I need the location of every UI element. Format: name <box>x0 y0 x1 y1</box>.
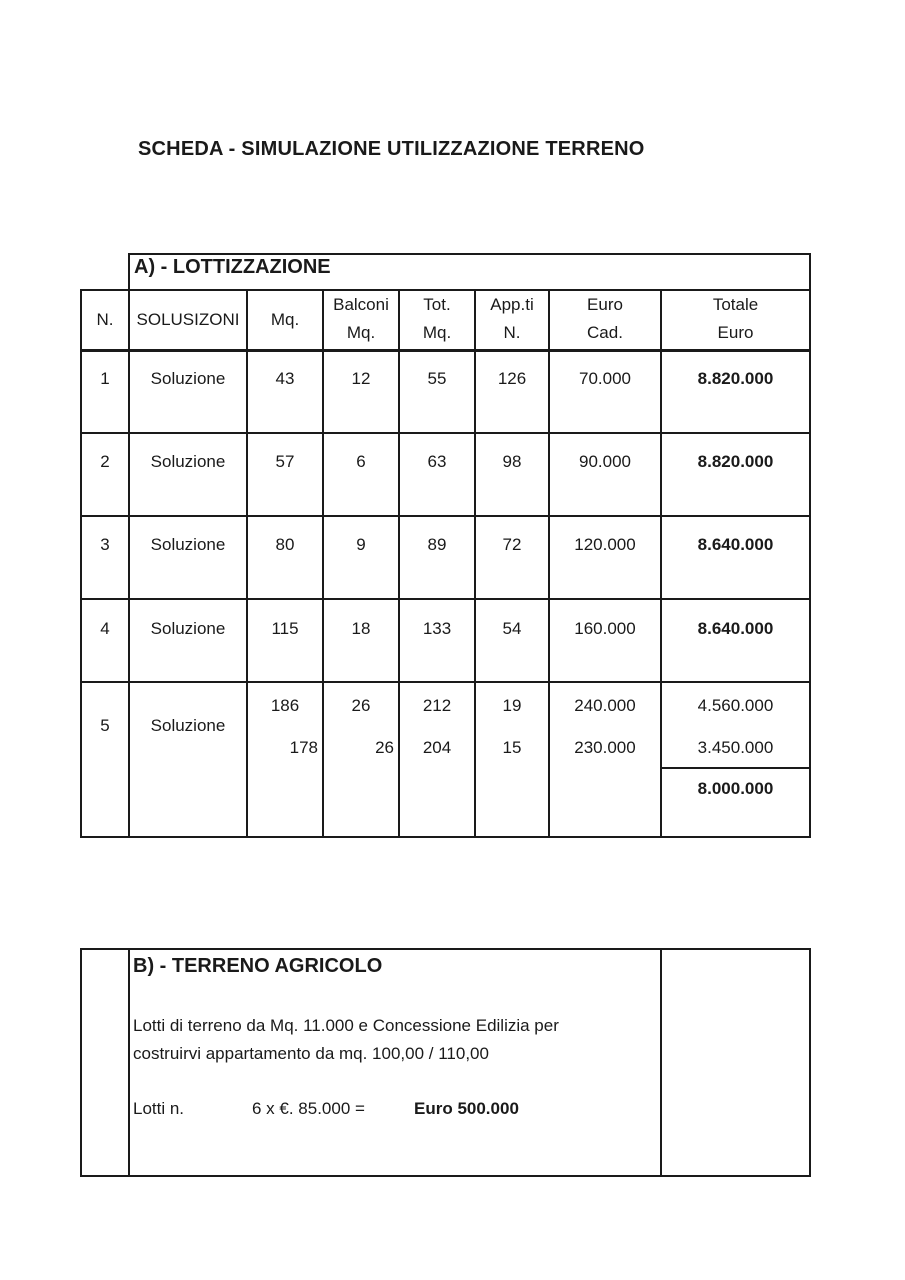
row-euro: 90.000 <box>579 452 631 471</box>
header-bottom-border <box>80 349 811 352</box>
table-b-left-border <box>80 948 82 1177</box>
row-totale: 4.560.000 <box>697 696 774 715</box>
row-tot: 212 <box>422 696 452 715</box>
header-appti: App.ti <box>490 295 534 314</box>
header-mq: Mq. <box>270 310 300 329</box>
row-label: Soluzione <box>150 619 226 638</box>
row-balconi: 6 <box>356 452 366 471</box>
row-appti: 15 <box>502 738 522 757</box>
lotti-total: Euro 500.000 <box>414 1099 519 1118</box>
header-tot: Tot. <box>423 295 451 314</box>
row-tot: 63 <box>427 452 447 471</box>
row-label: Soluzione <box>150 452 226 471</box>
row-euro: 120.000 <box>574 535 636 554</box>
section-b-line-2: costruirvi appartamento da mq. 100,00 / 110,00 <box>133 1044 489 1063</box>
row-totale: 8.820.000 <box>697 452 774 471</box>
row-balconi: 18 <box>351 619 371 638</box>
row-balconi: 26 <box>351 696 371 715</box>
row-tot: 204 <box>422 738 452 757</box>
header-tot-unit: Mq. <box>422 323 452 342</box>
row-totale: 3.450.000 <box>697 738 774 757</box>
row-totale: 8.640.000 <box>697 619 774 638</box>
row-separator <box>80 598 811 600</box>
row-totale: 8.640.000 <box>697 535 774 554</box>
row-euro: 240.000 <box>574 696 636 715</box>
table-b-inner-right-border <box>660 948 662 1177</box>
row-balconi: 26 <box>375 738 394 757</box>
row-totale: 8.820.000 <box>697 369 774 388</box>
header-euro: Euro <box>587 295 623 314</box>
row-number: 3 <box>100 535 110 554</box>
row-mq: 178 <box>289 738 318 757</box>
row-number: 5 <box>100 716 110 735</box>
row-label: Soluzione <box>150 535 226 554</box>
table-b-inner-left-border <box>128 948 130 1177</box>
row-balconi: 9 <box>356 535 366 554</box>
section-b-line-1: Lotti di terreno da Mq. 11.000 e Concessione Edilizia per <box>133 1016 559 1035</box>
header-n: N. <box>96 310 114 329</box>
header-appti-unit: N. <box>503 323 521 342</box>
row-euro: 70.000 <box>579 369 631 388</box>
row-number: 2 <box>100 452 110 471</box>
total-line <box>660 767 811 769</box>
row-separator <box>80 432 811 434</box>
row-mq: 80 <box>275 535 295 554</box>
table-a-bottom-border <box>80 836 811 838</box>
row-separator <box>80 681 811 683</box>
row-appti: 19 <box>502 696 522 715</box>
header-balconi-unit: Mq. <box>346 323 376 342</box>
header-totale: Totale <box>712 295 759 314</box>
header-solusizoni: SOLUSIZONI <box>136 310 240 329</box>
row-appti: 126 <box>497 369 527 388</box>
row-mq: 43 <box>275 369 295 388</box>
row-appti: 72 <box>502 535 522 554</box>
page-title: SCHEDA - SIMULAZIONE UTILIZZAZIONE TERRENO <box>138 138 645 160</box>
row-euro: 160.000 <box>574 619 636 638</box>
row-tot: 89 <box>427 535 447 554</box>
row-mq: 115 <box>271 619 299 638</box>
row-appti: 54 <box>502 619 522 638</box>
table-b-top-border <box>80 948 811 950</box>
header-totale-unit: Euro <box>717 323 754 342</box>
row-grand-total: 8.000.000 <box>697 779 774 798</box>
row-number: 4 <box>100 619 110 638</box>
row-label: Soluzione <box>150 369 226 388</box>
section-a-heading: A) - LOTTIZZAZIONE <box>134 256 331 278</box>
row-euro: 230.000 <box>574 738 636 757</box>
row-number: 1 <box>100 369 110 388</box>
table-b-bottom-border <box>80 1175 811 1177</box>
header-balconi: Balconi <box>333 295 389 314</box>
lotti-label: Lotti n. <box>133 1099 185 1118</box>
row-separator <box>80 515 811 517</box>
row-appti: 98 <box>502 452 522 471</box>
row-tot: 133 <box>422 619 452 638</box>
header-euro-unit: Cad. <box>587 323 623 342</box>
table-a-top-border <box>128 253 811 255</box>
row-mq: 186 <box>270 696 300 715</box>
row-label: Soluzione <box>150 716 226 735</box>
table-a-right-border <box>809 253 811 838</box>
lotti-calculation: 6 x €. 85.000 = <box>252 1099 365 1118</box>
row-mq: 57 <box>275 452 295 471</box>
table-b-right-border <box>809 948 811 1177</box>
section-b-heading: B) - TERRENO AGRICOLO <box>133 955 383 977</box>
row-balconi: 12 <box>351 369 371 388</box>
row-tot: 55 <box>427 369 447 388</box>
